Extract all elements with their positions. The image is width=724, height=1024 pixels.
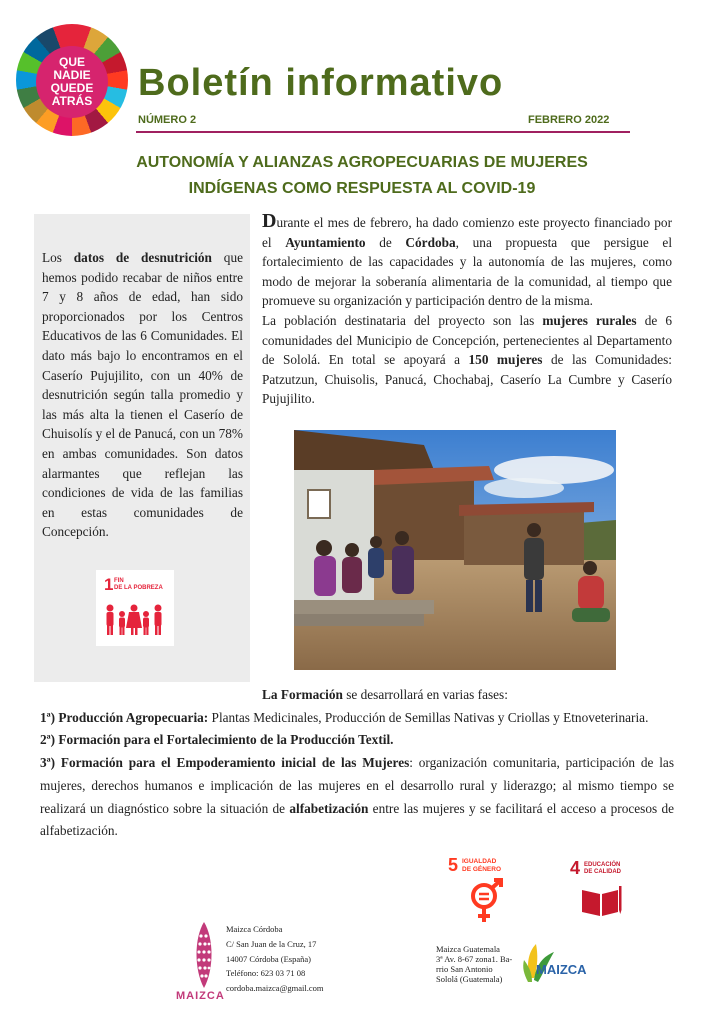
sdg4-label: EDUCACIÓN DE CALIDAD — [584, 862, 621, 875]
logo-center — [36, 46, 108, 118]
intro-p1-a: urante el mes de febrero, ha dado comienzo este proyecto financiado por el — [262, 215, 672, 250]
formation-section — [40, 684, 674, 843]
guatemala-address-line-3: rrio San Antonio — [436, 964, 493, 974]
logo-text: QUE NADIE QUEDE ATRÁS — [50, 55, 94, 108]
phase-3-strong: alfabetización — [289, 800, 369, 816]
intro-p2-a: La población destinataria del proyecto son las — [262, 312, 543, 328]
intro-p1-b2: Córdoba — [405, 234, 456, 250]
phase-3-title: 3ª) Formación para el Empoderamiento inicial de las Mujeres — [40, 755, 410, 771]
phase-3-text-c: entre las mujeres y se facilitará el acceso a procesos de alfabetización. — [40, 800, 675, 839]
guatemala-address-line-4: Sololá (Guatemala) — [436, 974, 503, 984]
intro-p2-c: de 6 comunidades del Municipio de Concepción, pertenecientes al Departamento de Sololá. En total se apoyará a — [262, 312, 672, 368]
formation-lead-bold: La Formación — [262, 687, 343, 702]
headline — [60, 150, 664, 202]
intro-text — [262, 212, 672, 409]
formation-lead — [40, 684, 674, 707]
cordoba-address: Maizca Córdoba C/ San Juan de la Cruz, 17 14007 Córdoba (España) Teléfono: 623 03 71 08 cordoba.maizca@gmail.com — [226, 924, 324, 994]
formation-phase-3 — [40, 752, 674, 843]
title-text: Boletín informativo — [138, 62, 504, 104]
sdg5-number: 5 — [448, 855, 459, 875]
issue-date: FEBRERO 2022 — [528, 114, 610, 126]
drop-cap: D — [262, 210, 277, 232]
guatemala-address — [436, 944, 516, 984]
maizca-guatemala-brand: MAIZCA — [536, 962, 587, 977]
sdg1-label: FIN DE LA POBREZA — [114, 578, 163, 591]
phase-2-title: 2ª) Formación para el Fortalecimiento de la Producción Textil. — [40, 732, 394, 748]
sdg1-number: 1 — [104, 575, 114, 594]
issue-number: NÚMERO 2 — [138, 114, 197, 126]
guatemala-address-line-2: 3ª Av. 8-67 zona1. Ba- — [436, 954, 513, 964]
intro-paragraph-1 — [262, 212, 672, 311]
community-photo — [294, 430, 616, 670]
intro-p2-e: de las Comunidades: Patzutzun, Chuisolis, Panucá, Chochabaj, Caserío La Cumbre y Caserío Pujujilito. — [262, 352, 672, 407]
headline-line-1: AUTONOMÍA Y ALIANZAS AGROPECUARIAS DE MUJERES — [136, 154, 588, 171]
intro-p1-mid: de — [365, 234, 406, 250]
gender-equality-icon — [467, 878, 505, 924]
maizca-corn-logo — [184, 920, 224, 992]
page-title — [138, 62, 503, 105]
phase-3-text-a: : organización comunitaria, participación de las mujeres, derechos humanos e implicación de las mujeres en el desarrollo rural y liderazgo; al mismo tiempo se realizará un diagnóstico sobre la situación de — [40, 755, 674, 816]
formation-lead-text: se desarrollará en varias fases: — [342, 687, 508, 702]
formation-phase-2 — [40, 729, 674, 752]
sdg4-number: 4 — [570, 858, 581, 878]
photo-illustration — [294, 430, 616, 670]
headline-line-2: INDÍGENAS COMO RESPUESTA AL COVID-19 — [188, 180, 536, 197]
sdg5-label: IGUALDAD DE GÉNERO — [462, 858, 502, 873]
sidebar-pre: Los — [42, 250, 74, 265]
phase-1-title: 1ª) Producción Agropecuaria: — [40, 709, 209, 725]
maizca-cordoba-brand: MAIZCA — [176, 990, 225, 1002]
sidebar-body: que hemos podido recabar de niños entre 7 y 8 años de edad, han sido proporcionados por los Centros Educativos de las 6 Comunidades. El dato más bajo lo encontramos en el Caserío Pujujilito, con un 40% de desnutrición según talla promedio y las más alta la tienen el Caserío de Chuisolís y el de Panucá, con un 78% en ambas comunidades. Son datos alarmantes que reflejan las condiciones de vida de las familias en estas comunidades de Concepción. — [42, 250, 243, 540]
intro-paragraph-2 — [262, 311, 672, 409]
phase-1-text: Plantas Medicinales, Producción de Semillas Nativas y Criollas y Etnoveterinaria. — [208, 709, 649, 725]
sidebar-strong: datos de desnutrición — [73, 250, 212, 265]
intro-p2-b: mujeres rurales — [542, 312, 637, 328]
formation-phase-1 — [40, 707, 674, 730]
intro-p1-c: , una propuesta que persigue el fortalecimiento de las capacidades y la autonomía de las mujeres, como modo de mejorar la soberanía alimentaria de la comunidad, al tiempo que promueve su organización y participación dentro de la misma. — [262, 234, 673, 309]
book-icon — [580, 884, 622, 918]
intro-p2-d: 150 mujeres — [468, 352, 543, 368]
intro-p1-b1: Ayuntamiento — [285, 234, 366, 250]
sidebar-text — [42, 248, 243, 542]
header-divider — [136, 131, 630, 133]
guatemala-address-line-1: Maizca Guatemala — [436, 944, 500, 954]
